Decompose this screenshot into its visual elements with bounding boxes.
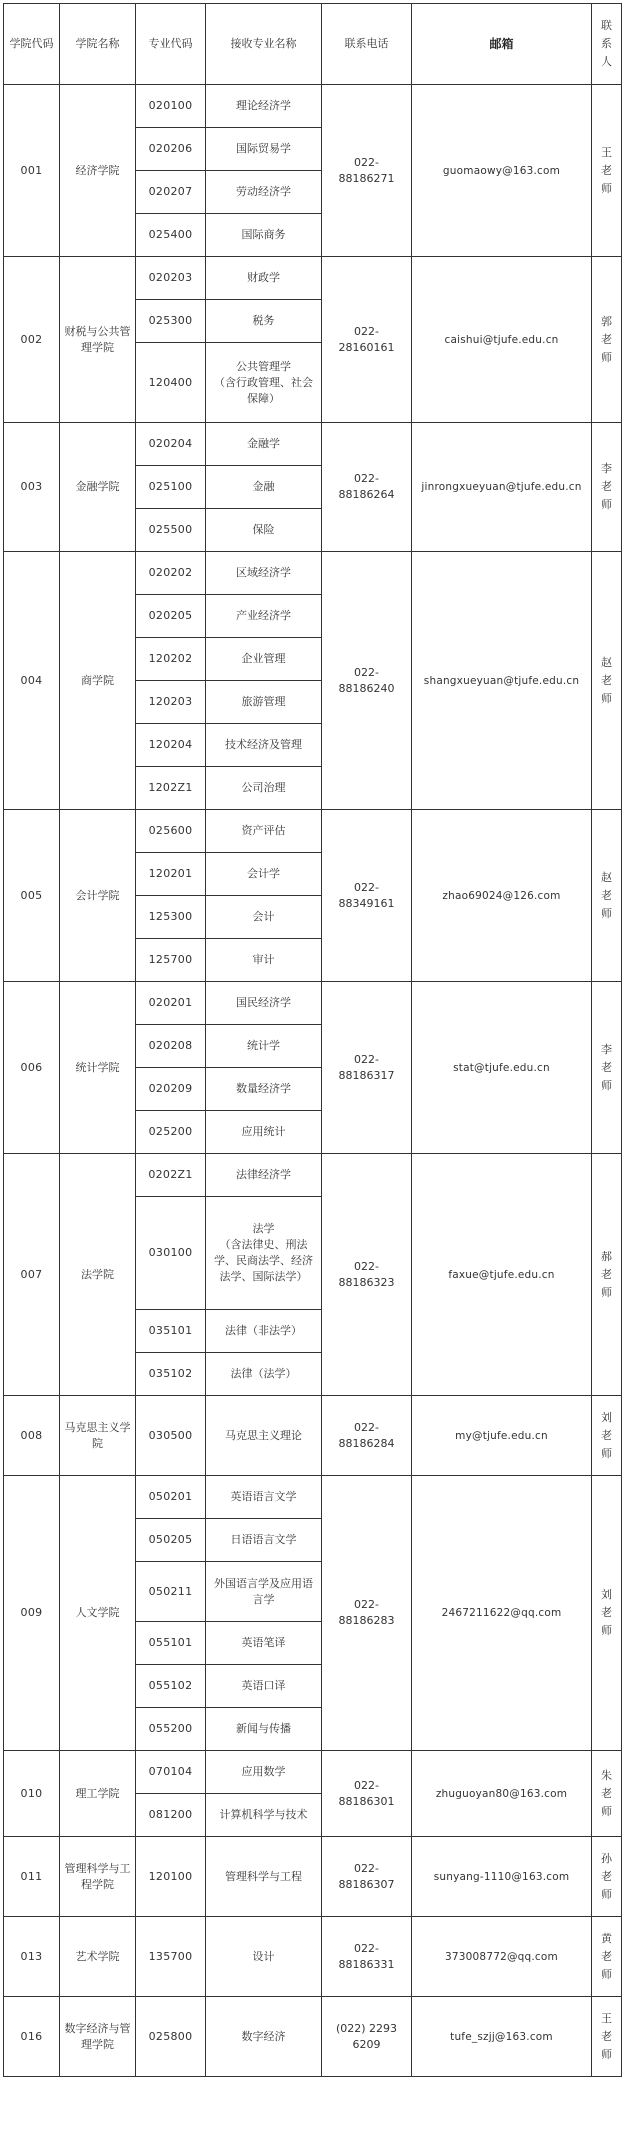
major-name: 公共管理学 （含行政管理、社会保障） bbox=[214, 359, 313, 405]
major-name-cell bbox=[206, 466, 322, 509]
email-address: guomaowy@163.com bbox=[412, 85, 592, 257]
phone-cell bbox=[322, 1997, 412, 2077]
major-code: 070104 bbox=[136, 1751, 206, 1794]
major-name-cell bbox=[206, 810, 322, 853]
college-code: 004 bbox=[4, 552, 60, 810]
header-row bbox=[4, 4, 622, 85]
college-code: 009 bbox=[4, 1476, 60, 1751]
header-contact bbox=[592, 4, 622, 85]
major-name: 金融 bbox=[252, 480, 275, 493]
major-code: 020205 bbox=[136, 595, 206, 638]
major-name-cell bbox=[206, 767, 322, 810]
college-name: 商学院 bbox=[60, 552, 136, 810]
major-code: 020204 bbox=[136, 423, 206, 466]
contact-cell bbox=[592, 1154, 622, 1396]
major-code: 125300 bbox=[136, 896, 206, 939]
header-contact-text: 联系人 bbox=[601, 19, 612, 68]
phone-number: 022- 88186317 bbox=[338, 1052, 395, 1082]
phone-cell bbox=[322, 810, 412, 982]
major-name: 劳动经济学 bbox=[236, 185, 291, 198]
major-code: 020206 bbox=[136, 128, 206, 171]
email-address: stat@tjufe.edu.cn bbox=[412, 982, 592, 1154]
major-name-cell bbox=[206, 896, 322, 939]
table-row bbox=[4, 1917, 622, 1997]
email-address: sunyang-1110@163.com bbox=[412, 1837, 592, 1917]
contact-cell bbox=[592, 423, 622, 552]
contact-cell bbox=[592, 552, 622, 810]
college-name: 管理科学与工程学院 bbox=[60, 1837, 136, 1917]
contact-person: 王老师 bbox=[601, 145, 612, 195]
major-code: 025600 bbox=[136, 810, 206, 853]
major-name: 产业经济学 bbox=[236, 609, 291, 622]
contact-person: 朱老师 bbox=[601, 1768, 612, 1818]
major-name-cell bbox=[206, 300, 322, 343]
major-code: 120400 bbox=[136, 343, 206, 423]
contact-person: 王老师 bbox=[601, 2011, 612, 2061]
major-name: 技术经济及管理 bbox=[225, 738, 302, 751]
table-row bbox=[4, 1476, 622, 1519]
contact-cell bbox=[592, 982, 622, 1154]
major-name-cell bbox=[206, 939, 322, 982]
phone-number: 022- 88186301 bbox=[338, 1778, 395, 1808]
major-code: 020100 bbox=[136, 85, 206, 128]
major-name-cell bbox=[206, 85, 322, 128]
major-name-cell bbox=[206, 982, 322, 1025]
major-name: 法律（法学） bbox=[230, 1367, 297, 1380]
major-name: 管理科学与工程 bbox=[225, 1869, 302, 1883]
college-code: 001 bbox=[4, 85, 60, 257]
major-name: 旅游管理 bbox=[241, 695, 286, 708]
college-name: 数字经济与管理学院 bbox=[60, 1997, 136, 2077]
email-address: faxue@tjufe.edu.cn bbox=[412, 1154, 592, 1396]
table-row bbox=[4, 982, 622, 1025]
major-code: 055200 bbox=[136, 1708, 206, 1751]
major-code: 081200 bbox=[136, 1794, 206, 1837]
major-name-cell bbox=[206, 1562, 322, 1622]
major-code: 025500 bbox=[136, 509, 206, 552]
major-name-cell bbox=[206, 1837, 322, 1917]
email-address: my@tjufe.edu.cn bbox=[412, 1396, 592, 1476]
major-code: 030100 bbox=[136, 1197, 206, 1310]
contact-cell bbox=[592, 1751, 622, 1837]
header-college-name: 学院名称 bbox=[60, 4, 136, 85]
contact-cell bbox=[592, 810, 622, 982]
major-code: 050211 bbox=[136, 1562, 206, 1622]
major-name: 数字经济 bbox=[241, 2029, 286, 2043]
contact-cell bbox=[592, 85, 622, 257]
college-name: 理工学院 bbox=[60, 1751, 136, 1837]
major-code: 025200 bbox=[136, 1111, 206, 1154]
major-name: 理论经济学 bbox=[236, 99, 291, 112]
contact-cell bbox=[592, 1917, 622, 1997]
email-address: 2467211622@qq.com bbox=[412, 1476, 592, 1751]
major-name-cell bbox=[206, 1310, 322, 1353]
college-name: 统计学院 bbox=[60, 982, 136, 1154]
major-name-cell bbox=[206, 595, 322, 638]
major-name: 应用数学 bbox=[241, 1765, 286, 1778]
contact-person: 黄老师 bbox=[601, 1931, 612, 1981]
major-code: 125700 bbox=[136, 939, 206, 982]
college-name: 经济学院 bbox=[60, 85, 136, 257]
major-name: 保险 bbox=[252, 523, 275, 536]
major-name: 金融学 bbox=[247, 437, 280, 450]
major-code: 055102 bbox=[136, 1665, 206, 1708]
college-name: 法学院 bbox=[60, 1154, 136, 1396]
major-name-cell bbox=[206, 853, 322, 896]
major-code: 035102 bbox=[136, 1353, 206, 1396]
major-name-cell bbox=[206, 1708, 322, 1751]
table-row bbox=[4, 552, 622, 595]
major-name: 应用统计 bbox=[241, 1125, 286, 1138]
phone-cell bbox=[322, 1751, 412, 1837]
email-address: caishui@tjufe.edu.cn bbox=[412, 257, 592, 423]
major-name: 国际商务 bbox=[241, 228, 286, 241]
major-code: 020201 bbox=[136, 982, 206, 1025]
major-code: 120202 bbox=[136, 638, 206, 681]
college-code: 002 bbox=[4, 257, 60, 423]
major-code: 030500 bbox=[136, 1396, 206, 1476]
major-code: 120203 bbox=[136, 681, 206, 724]
phone-cell bbox=[322, 982, 412, 1154]
phone-number: 022- 88186271 bbox=[338, 155, 395, 185]
major-name: 统计学 bbox=[247, 1039, 280, 1052]
major-name: 税务 bbox=[252, 314, 275, 327]
major-name: 英语笔译 bbox=[241, 1636, 286, 1649]
major-name: 公司治理 bbox=[241, 781, 286, 794]
college-code: 003 bbox=[4, 423, 60, 552]
major-name: 会计学 bbox=[247, 867, 280, 880]
contact-person: 刘老师 bbox=[601, 1410, 612, 1460]
phone-number: 022- 88186264 bbox=[338, 472, 395, 501]
table-row bbox=[4, 1837, 622, 1917]
contact-cell bbox=[592, 1837, 622, 1917]
header-college-code: 学院代码 bbox=[4, 4, 60, 85]
phone-cell bbox=[322, 85, 412, 257]
contact-person: 郝老师 bbox=[601, 1249, 612, 1299]
major-name-cell bbox=[206, 552, 322, 595]
major-name-cell bbox=[206, 1794, 322, 1837]
major-name-cell bbox=[206, 1396, 322, 1476]
contact-person: 孙老师 bbox=[601, 1851, 612, 1901]
table-row bbox=[4, 85, 622, 128]
major-name-cell bbox=[206, 214, 322, 257]
major-name: 英语口译 bbox=[241, 1679, 286, 1692]
major-name-cell bbox=[206, 423, 322, 466]
major-code: 135700 bbox=[136, 1917, 206, 1997]
phone-cell bbox=[322, 1154, 412, 1396]
phone-cell bbox=[322, 1837, 412, 1917]
email-address: tufe_szjj@163.com bbox=[412, 1997, 592, 2077]
major-name-cell bbox=[206, 681, 322, 724]
major-code: 050205 bbox=[136, 1519, 206, 1562]
major-name: 国际贸易学 bbox=[236, 142, 291, 155]
major-name-cell bbox=[206, 257, 322, 300]
major-name: 财政学 bbox=[247, 271, 280, 284]
college-code: 007 bbox=[4, 1154, 60, 1396]
phone-number: 022- 88349161 bbox=[338, 880, 395, 910]
contact-person: 刘老师 bbox=[601, 1588, 612, 1637]
college-code: 011 bbox=[4, 1837, 60, 1917]
college-name: 会计学院 bbox=[60, 810, 136, 982]
major-name: 企业管理 bbox=[241, 652, 286, 665]
major-name: 日语语言文学 bbox=[230, 1533, 297, 1546]
contact-cell bbox=[592, 1396, 622, 1476]
college-code: 005 bbox=[4, 810, 60, 982]
major-code: 020209 bbox=[136, 1068, 206, 1111]
college-name: 金融学院 bbox=[60, 423, 136, 552]
major-code: 035101 bbox=[136, 1310, 206, 1353]
phone-cell bbox=[322, 1396, 412, 1476]
college-code: 008 bbox=[4, 1396, 60, 1476]
contact-person: 郭老师 bbox=[601, 314, 612, 364]
major-name-cell bbox=[206, 638, 322, 681]
major-code: 020208 bbox=[136, 1025, 206, 1068]
contact-person: 李老师 bbox=[601, 462, 612, 511]
table-row bbox=[4, 257, 622, 300]
major-code: 120100 bbox=[136, 1837, 206, 1917]
major-name: 新闻与传播 bbox=[236, 1722, 291, 1735]
table-row bbox=[4, 1154, 622, 1197]
major-name: 计算机科学与技术 bbox=[219, 1808, 308, 1821]
major-name: 区域经济学 bbox=[236, 566, 291, 579]
phone-number: 022- 28160161 bbox=[338, 324, 395, 354]
college-name: 马克思主义学院 bbox=[60, 1396, 136, 1476]
major-name: 外国语言学及应用语言学 bbox=[214, 1576, 313, 1606]
college-code: 016 bbox=[4, 1997, 60, 2077]
major-name-cell bbox=[206, 724, 322, 767]
phone-number: 022- 88186307 bbox=[338, 1861, 395, 1891]
email-address: zhao69024@126.com bbox=[412, 810, 592, 982]
major-code: 120201 bbox=[136, 853, 206, 896]
major-name: 英语语言文学 bbox=[230, 1490, 297, 1503]
phone-number: 022- 88186331 bbox=[338, 1941, 395, 1971]
contact-cell bbox=[592, 1997, 622, 2077]
major-name-cell bbox=[206, 1068, 322, 1111]
major-name-cell bbox=[206, 1751, 322, 1794]
college-code: 010 bbox=[4, 1751, 60, 1837]
major-name-cell bbox=[206, 509, 322, 552]
major-code: 025400 bbox=[136, 214, 206, 257]
table-row bbox=[4, 1751, 622, 1794]
major-code: 020203 bbox=[136, 257, 206, 300]
major-code: 050201 bbox=[136, 1476, 206, 1519]
phone-number: 022- 88186283 bbox=[338, 1598, 395, 1627]
phone-cell bbox=[322, 552, 412, 810]
table-row bbox=[4, 810, 622, 853]
contact-person: 赵老师 bbox=[601, 655, 612, 705]
major-code: 1202Z1 bbox=[136, 767, 206, 810]
major-name-cell bbox=[206, 1197, 322, 1310]
major-name-cell bbox=[206, 1622, 322, 1665]
email-address: jinrongxueyuan@tjufe.edu.cn bbox=[412, 423, 592, 552]
header-email: 邮箱 bbox=[412, 4, 592, 85]
major-name-cell bbox=[206, 1353, 322, 1396]
major-name-cell bbox=[206, 343, 322, 423]
major-code: 055101 bbox=[136, 1622, 206, 1665]
major-name: 资产评估 bbox=[241, 824, 286, 837]
major-name-cell bbox=[206, 171, 322, 214]
admissions-contact-table bbox=[3, 3, 622, 2077]
email-address: 373008772@qq.com bbox=[412, 1917, 592, 1997]
table-body bbox=[4, 85, 622, 2077]
major-code: 025800 bbox=[136, 1997, 206, 2077]
major-name: 马克思主义理论 bbox=[225, 1428, 302, 1442]
major-name: 设计 bbox=[252, 1949, 275, 1963]
phone-number: 022- 88186240 bbox=[338, 665, 395, 695]
major-name: 法律（非法学） bbox=[225, 1324, 302, 1337]
table-row bbox=[4, 1396, 622, 1476]
major-name-cell bbox=[206, 1111, 322, 1154]
major-name-cell bbox=[206, 1917, 322, 1997]
header-major-name: 接收专业名称 bbox=[206, 4, 322, 85]
college-name: 财税与公共管理学院 bbox=[60, 257, 136, 423]
major-name: 数量经济学 bbox=[236, 1082, 291, 1095]
phone-cell bbox=[322, 1917, 412, 1997]
college-name: 人文学院 bbox=[60, 1476, 136, 1751]
phone-number: (022) 2293 6209 bbox=[335, 2021, 398, 2051]
major-name: 法学 （含法律史、刑法学、民商法学、经济法学、国际法学） bbox=[214, 1222, 313, 1283]
header-phone: 联系电话 bbox=[322, 4, 412, 85]
major-code: 0202Z1 bbox=[136, 1154, 206, 1197]
college-code: 006 bbox=[4, 982, 60, 1154]
phone-number: 022- 88186323 bbox=[338, 1259, 395, 1289]
major-code: 120204 bbox=[136, 724, 206, 767]
major-name-cell bbox=[206, 1997, 322, 2077]
contact-person: 赵老师 bbox=[601, 870, 612, 920]
major-code: 025100 bbox=[136, 466, 206, 509]
major-name-cell bbox=[206, 1025, 322, 1068]
phone-cell bbox=[322, 257, 412, 423]
email-address: shangxueyuan@tjufe.edu.cn bbox=[412, 552, 592, 810]
header-major-code: 专业代码 bbox=[136, 4, 206, 85]
phone-cell bbox=[322, 423, 412, 552]
contact-cell bbox=[592, 1476, 622, 1751]
major-code: 020207 bbox=[136, 171, 206, 214]
major-name: 会计 bbox=[252, 910, 275, 923]
major-name: 法律经济学 bbox=[236, 1168, 291, 1181]
major-name-cell bbox=[206, 1476, 322, 1519]
major-name-cell bbox=[206, 1665, 322, 1708]
major-name: 国民经济学 bbox=[236, 996, 291, 1009]
college-name: 艺术学院 bbox=[60, 1917, 136, 1997]
major-name: 审计 bbox=[252, 953, 275, 966]
major-code: 025300 bbox=[136, 300, 206, 343]
table-row bbox=[4, 1997, 622, 2077]
email-address: zhuguoyan80@163.com bbox=[412, 1751, 592, 1837]
contact-person: 李老师 bbox=[601, 1042, 612, 1092]
major-name-cell bbox=[206, 1519, 322, 1562]
table-row bbox=[4, 423, 622, 466]
college-code: 013 bbox=[4, 1917, 60, 1997]
major-code: 020202 bbox=[136, 552, 206, 595]
phone-number: 022- 88186284 bbox=[338, 1420, 395, 1450]
contact-cell bbox=[592, 257, 622, 423]
phone-cell bbox=[322, 1476, 412, 1751]
major-name-cell bbox=[206, 1154, 322, 1197]
major-name-cell bbox=[206, 128, 322, 171]
